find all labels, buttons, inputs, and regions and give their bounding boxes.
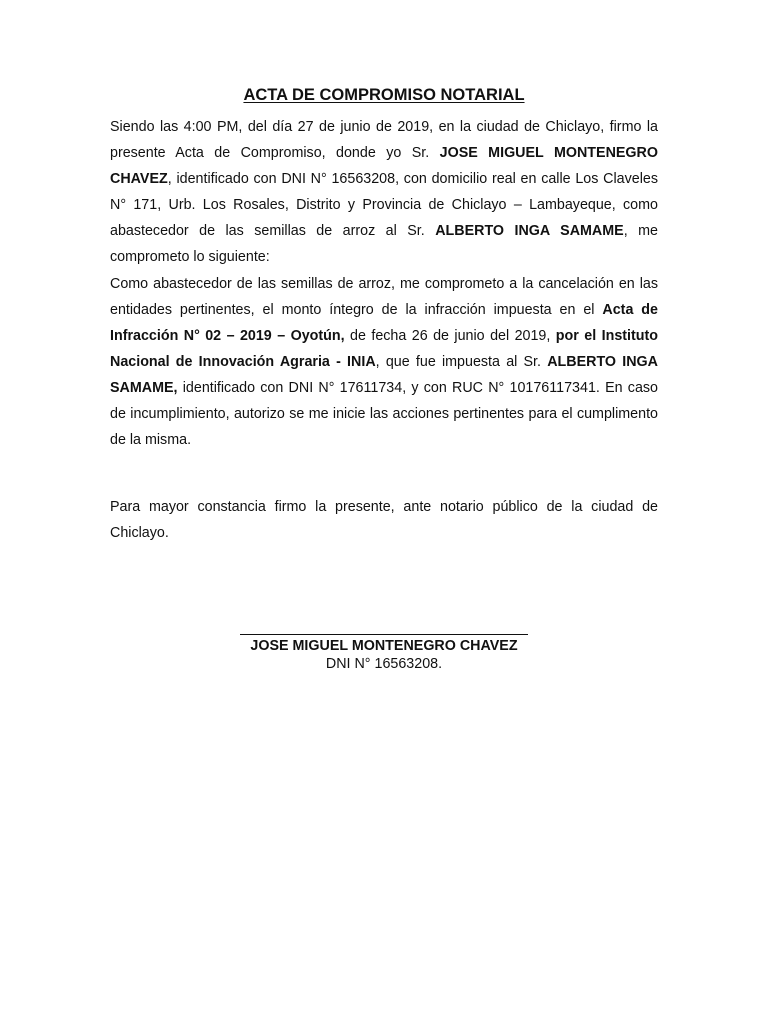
paragraph-commitment-bold-3: ALBERTO INGA SAMAME, xyxy=(110,354,659,396)
paragraph-commitment-text-2: de fecha 26 de junio del 2019, xyxy=(344,328,556,344)
signature-block xyxy=(0,620,768,673)
paragraph-intro-text-3: , me comprometo lo siguiente: xyxy=(110,223,658,265)
paragraph-intro xyxy=(110,114,658,270)
paragraph-commitment xyxy=(110,271,658,453)
paragraph-intro-bold-2: ALBERTO INGA SAMAME xyxy=(435,223,624,239)
paragraph-commitment-text-4: identificado con DNI N° 17611734, y con RUC N° 10176117341. En caso de incumplimiento, autorizo se me inicie las acciones pertinentes para el cumplimento de la misma. xyxy=(110,380,658,448)
paragraph-commitment-text-1: Como abastecedor de las semillas de arroz, me comprometo a la cancelación en las entidades pertinentes, el monto íntegro de la infracción impuesta en el xyxy=(110,276,658,318)
paragraph-commitment-bold-1: Acta de Infracción N° 02 – 2019 – Oyotún, xyxy=(110,302,658,344)
paragraph-commitment-text-3: , que fue impuesta al Sr. xyxy=(375,354,548,370)
signature-line xyxy=(240,634,528,635)
paragraph-commitment-bold-2: por el Instituto Nacional de Innovación Agraria - INIA xyxy=(110,328,658,370)
document-title: ACTA DE COMPROMISO NOTARIAL xyxy=(243,86,525,104)
paragraph-closing: Para mayor constancia firmo la presente, ante notario público de la ciudad de Chiclayo. xyxy=(110,499,658,541)
paragraph-intro-text-2: , identificado con DNI N° 16563208, con domicilio real en calle Los Claveles N° 171, Urb. Los Rosales, Distrito y Provincia de Chiclayo – Lambayeque, como abastecedor de las semillas de arroz al Sr. xyxy=(110,171,658,239)
paragraph-intro-text-1: Siendo las 4:00 PM, del día 27 de junio de 2019, en la ciudad de Chiclayo, firmo la presente Acta de Compromiso, donde yo Sr. xyxy=(110,119,658,161)
signature-name: JOSE MIGUEL MONTENEGRO CHAVEZ xyxy=(250,638,518,654)
paragraph-intro-bold-1: JOSE MIGUEL MONTENEGRO CHAVEZ xyxy=(110,145,658,187)
signature-dni: DNI N° 16563208. xyxy=(325,656,443,672)
